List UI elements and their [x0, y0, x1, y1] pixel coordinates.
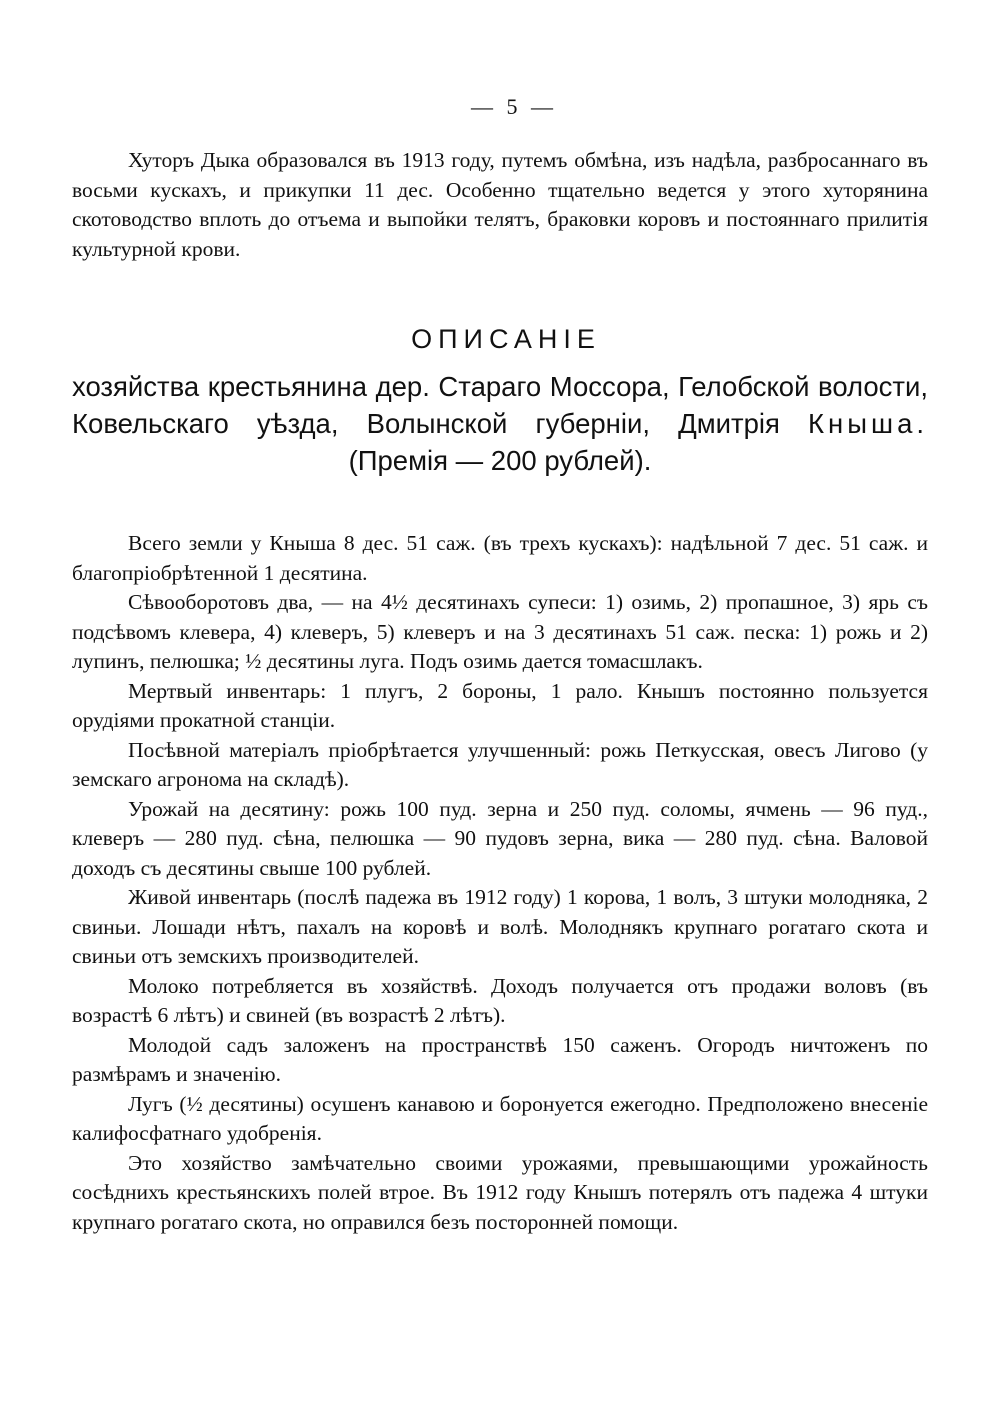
paragraph-conclusion: Это хозяйство замѣчательно своими урожаями, превышающими урожайность сосѣднихъ крестьянскихъ полей втрое. Въ 1912 году Кнышъ потерялъ отъ падежа 4 штуки крупнаго рогатаго скота, но оправился безъ посторонней помощи. — [72, 1150, 928, 1234]
paragraph-crop-rotation: Сѣвооборотовъ два, — на 4½ десятинахъ супеси: 1) озимь, 2) пропашное, 3) ярь съ подсѣвомъ клевера, 4) клеверъ, 5) клеверъ и на 3 десятинахъ 51 саж. песка: 1) рожь и 2) лупинъ, пелюшка; ½ десятины луга. Подъ озимь дается томасшлакъ. — [72, 590, 928, 673]
subheading-name: Кныша. — [808, 408, 928, 439]
subheading-text: хозяйства крестьянина дер. Стараго Моссора, Гелобской волости, Ковельскаго уѣзда, Волынской губерніи, Дмитрія — [72, 371, 928, 439]
description-body — [72, 529, 928, 1237]
paragraph-meadow: Лугъ (½ десятины) осушенъ канавою и боронуется ежегодно. Предположено внесеніе калифосфатнаго удобренія. — [72, 1091, 928, 1145]
paragraph-seed-material: Посѣвной матеріалъ пріобрѣтается улучшенный: рожь Петкусская, овесъ Лигово (у земскаго агронома на складѣ). — [72, 737, 928, 791]
paragraph-land: Всего земли у Кныша 8 дес. 51 саж. (въ трехъ кускахъ): надѣльной 7 дес. 51 саж. и благопріобрѣтенной 1 десятина. — [72, 531, 928, 585]
prize-line: (Премія — 200 рублей). — [348, 445, 652, 476]
paragraph-milk-income: Молоко потребляется въ хозяйствѣ. Доходъ получается отъ продажи воловъ (въ возрастѣ 6 лѣтъ) и свиней (въ возрастѣ 2 лѣтъ). — [72, 973, 928, 1027]
paragraph-livestock: Живой инвентарь (послѣ падежа въ 1912 году) 1 корова, 1 волъ, 3 штуки молодняка, 2 свиньи. Лошади нѣтъ, пахалъ на коровѣ и волѣ. Молоднякъ крупнаго рогатаго скота и свиньи отъ земскихъ производителей. — [72, 885, 928, 968]
document-page — [72, 92, 928, 1237]
paragraph-harvest: Урожай на десятину: рожь 100 пуд. зерна и 250 пуд. соломы, ячмень — 96 пуд., клеверъ — 280 пуд. сѣна, пелюшка — 90 пудовъ зерна, вика — 280 пуд. сѣна. Валовой доходъ съ десятины свыше 100 рублей. — [72, 796, 928, 880]
paragraph-equipment: Мертвый инвентарь: 1 плугъ, 2 бороны, 1 рало. Кнышъ постоянно пользуется орудіями прокатной станціи. — [72, 678, 928, 732]
intro-paragraph: Хуторъ Дыка образовался въ 1913 году, путемъ обмѣна, изъ надѣла, разбросаннаго въ восьми кускахъ, и прикупки 11 дес. Особенно тщательно ведется у этого хуторянина скотоводство вплоть до отъема и выпойки телятъ, браковки коровъ и постояннаго прилитія культурной крови. — [72, 148, 928, 261]
section-subheading — [72, 368, 928, 442]
page-number: — 5 — — [471, 94, 557, 119]
paragraph-garden: Молодой садъ заложенъ на пространствѣ 150 саженъ. Огородъ ничтоженъ по размѣрамъ и значенію. — [72, 1032, 928, 1086]
section-heading: ОПИСАНІЕ — [411, 324, 601, 354]
